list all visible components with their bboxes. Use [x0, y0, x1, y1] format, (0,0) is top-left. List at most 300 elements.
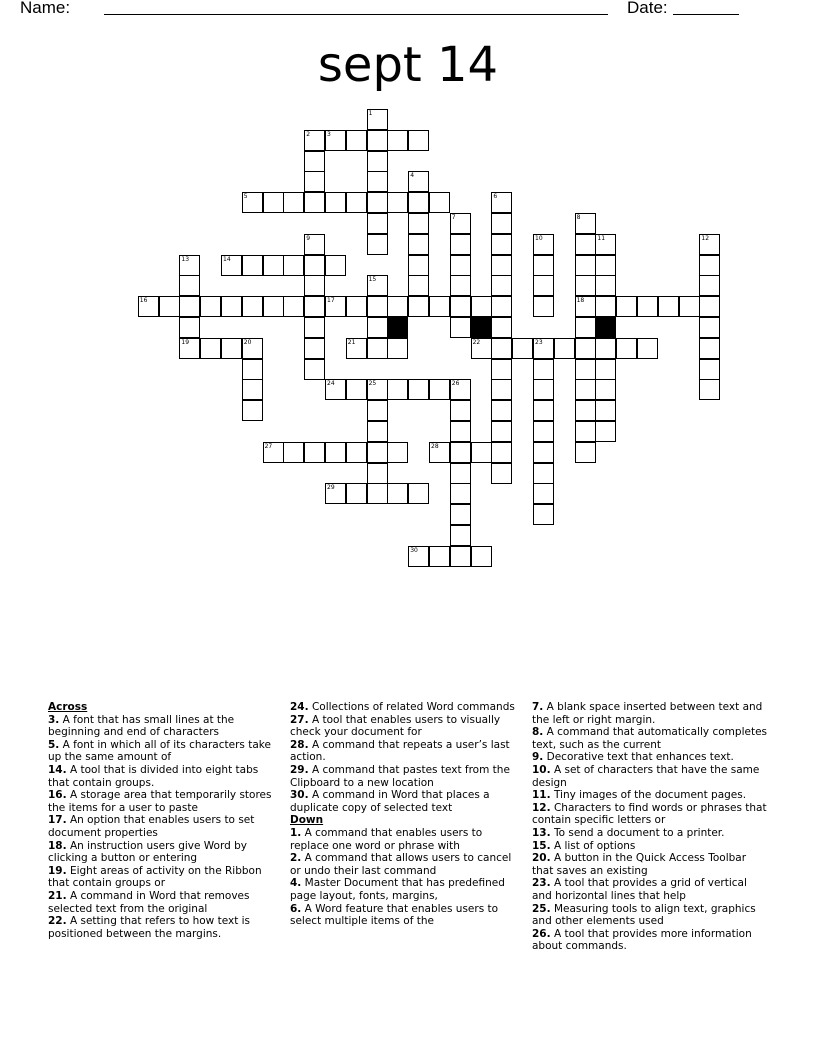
clue-item	[290, 827, 522, 852]
grid-cell[interactable]	[491, 338, 512, 359]
grid-cell[interactable]	[450, 213, 471, 234]
grid-cell[interactable]	[658, 296, 679, 317]
grid-cell[interactable]	[533, 442, 554, 463]
grid-cell[interactable]	[533, 296, 554, 317]
grid-cell[interactable]	[512, 338, 533, 359]
grid-cell[interactable]	[408, 234, 429, 255]
grid-cell[interactable]	[471, 338, 492, 359]
grid-cell[interactable]	[325, 379, 346, 400]
grid-cell[interactable]	[367, 151, 388, 172]
grid-cell[interactable]	[491, 359, 512, 380]
grid-cell[interactable]	[450, 296, 471, 317]
grid-cell[interactable]	[491, 296, 512, 317]
grid-cell[interactable]	[346, 442, 367, 463]
grid-cell[interactable]	[346, 296, 367, 317]
grid-cell[interactable]	[283, 296, 304, 317]
grid-cell[interactable]	[304, 234, 325, 255]
clue-item	[290, 764, 522, 789]
clue-text: A command that repeats a user’s last action.	[290, 738, 510, 764]
clue-number: 1	[368, 110, 373, 117]
grid-cell[interactable]	[242, 296, 263, 317]
grid-cell[interactable]	[242, 255, 263, 276]
grid-cell[interactable]	[283, 442, 304, 463]
grid-cell[interactable]	[575, 234, 596, 255]
grid-cell[interactable]	[179, 317, 200, 338]
grid-cell[interactable]	[408, 275, 429, 296]
clue-number: 8	[576, 214, 581, 221]
clue-text: A font in which all of its characters take up the same amount of	[48, 738, 271, 764]
grid-cell[interactable]	[491, 379, 512, 400]
grid-cell[interactable]	[491, 213, 512, 234]
grid-cell[interactable]	[595, 255, 616, 276]
grid-cell[interactable]	[242, 400, 263, 421]
grid-cell[interactable]	[533, 359, 554, 380]
grid-cell[interactable]	[491, 317, 512, 338]
grid-cell[interactable]	[450, 504, 471, 525]
clue-text: A blank space inserted between text and the left or right margin.	[532, 701, 763, 726]
clue-item	[532, 928, 768, 953]
clue-item	[532, 840, 768, 853]
grid-cell[interactable]	[408, 296, 429, 317]
clue-num: 4.	[290, 877, 302, 890]
clue-item	[48, 915, 280, 940]
grid-cell[interactable]	[367, 109, 388, 130]
clue-num: 24.	[290, 701, 309, 713]
grid-cell[interactable]	[575, 296, 596, 317]
grid-cell[interactable]	[263, 192, 284, 213]
clue-text: An option that enables users to set document properties	[48, 814, 255, 839]
grid-cell[interactable]	[346, 483, 367, 504]
grid-cell[interactable]	[179, 338, 200, 359]
grid-cell[interactable]	[450, 525, 471, 546]
clue-item	[290, 739, 522, 764]
clue-item	[532, 852, 768, 877]
grid-cell[interactable]	[367, 213, 388, 234]
grid-cell[interactable]	[304, 317, 325, 338]
clue-num: 13.	[532, 826, 551, 839]
clue-number: 23	[535, 338, 543, 346]
grid-cell[interactable]	[450, 379, 471, 400]
name-label: Name:	[20, 0, 71, 17]
clue-item	[532, 903, 768, 928]
clue-number: 30	[410, 546, 418, 554]
grid-cell[interactable]	[533, 338, 554, 359]
grid-cell[interactable]	[242, 359, 263, 380]
grid-cell[interactable]	[304, 171, 325, 192]
clue-text: Decorative text that enhances text.	[546, 751, 734, 764]
clue-num: 11.	[532, 789, 551, 802]
grid-cell[interactable]	[533, 463, 554, 484]
clue-text: A tool that enables users to visually check your document for	[290, 713, 501, 739]
grid-cell[interactable]	[346, 192, 367, 213]
clue-number: 24	[327, 380, 335, 388]
grid-cell[interactable]	[387, 192, 408, 213]
grid-cell[interactable]	[200, 296, 221, 317]
clue-num: 28.	[290, 738, 309, 751]
clue-text: A font that has small lines at the beginning and end of characters	[48, 713, 235, 739]
grid-cell[interactable]	[699, 338, 720, 359]
grid-cell[interactable]	[450, 421, 471, 442]
grid-cell[interactable]	[242, 192, 263, 213]
clue-item	[532, 701, 768, 726]
clue-number: 10	[535, 234, 543, 242]
clue-item	[48, 739, 280, 764]
clue-text: An instruction users give Word by clicking a button or entering	[48, 839, 247, 865]
grid-cell[interactable]	[367, 296, 388, 317]
grid-cell[interactable]	[283, 192, 304, 213]
grid-cell[interactable]	[408, 171, 429, 192]
clue-text: Collections of related Word commands	[311, 701, 515, 713]
clue-number: 7	[451, 214, 456, 221]
grid-cell[interactable]	[699, 275, 720, 296]
grid-cell[interactable]	[595, 379, 616, 400]
clue-text: A command that allows users to cancel or undo their last command	[290, 852, 512, 877]
grid-cell[interactable]	[367, 192, 388, 213]
grid-cell[interactable]	[450, 317, 471, 338]
clue-text: Tiny images of the document pages.	[553, 789, 747, 802]
grid-cell[interactable]	[533, 379, 554, 400]
clue-item	[48, 764, 280, 789]
section-heading: Across	[48, 701, 88, 713]
clue-num: 17.	[48, 814, 67, 827]
grid-cell[interactable]	[491, 463, 512, 484]
grid-cell[interactable]	[304, 192, 325, 213]
grid-cell[interactable]	[471, 442, 492, 463]
grid-cell[interactable]	[616, 296, 637, 317]
grid-cell[interactable]	[429, 442, 450, 463]
grid-cell[interactable]	[491, 442, 512, 463]
page-title: sept 14	[317, 37, 499, 93]
grid-cell[interactable]	[450, 275, 471, 296]
grid-cell[interactable]	[242, 338, 263, 359]
clue-text: Characters to find words or phrases that contain specific letters or	[532, 801, 767, 827]
clue-num: 30.	[290, 789, 309, 802]
grid-cell[interactable]	[325, 483, 346, 504]
grid-cell[interactable]	[533, 255, 554, 276]
clue-text: A command that pastes text from the Clipboard to a new location	[290, 763, 510, 789]
clue-item	[532, 726, 768, 751]
clue-item	[532, 789, 768, 802]
grid-cell[interactable]	[699, 317, 720, 338]
grid-cell[interactable]	[367, 275, 388, 296]
clue-number: 2	[306, 130, 311, 138]
grid-cell[interactable]	[179, 255, 200, 276]
grid-cell[interactable]	[699, 379, 720, 400]
grid-cell[interactable]	[575, 400, 596, 421]
clue-number: 25	[368, 380, 377, 388]
clue-number: 27	[264, 442, 273, 450]
clue-number: 14	[223, 255, 231, 263]
grid-cell[interactable]	[387, 442, 408, 463]
grid-cell[interactable]	[491, 255, 512, 276]
grid-cell[interactable]	[429, 192, 450, 213]
clue-item	[48, 890, 280, 915]
clue-column-1	[48, 701, 280, 940]
grid-cell[interactable]	[699, 359, 720, 380]
grid-cell[interactable]	[263, 442, 284, 463]
grid-cell[interactable]	[367, 130, 388, 151]
clue-item	[290, 701, 522, 714]
clue-item	[532, 764, 768, 789]
clue-num: 12.	[532, 801, 551, 814]
clue-number: 17	[327, 297, 335, 305]
grid-cell[interactable]	[575, 359, 596, 380]
clue-text: A command in Word that places a duplicate copy of selected text	[290, 789, 490, 814]
clue-item	[48, 840, 280, 865]
clue-num: 23.	[532, 877, 551, 890]
grid-cell[interactable]	[221, 296, 242, 317]
clue-num: 22.	[48, 915, 67, 928]
grid-cell[interactable]	[575, 421, 596, 442]
clue-text: A command that enables users to replace one word or phrase with	[290, 826, 483, 852]
clue-text: A button in the Quick Access Toolbar that saves an existing	[532, 852, 747, 877]
clue-num: 19.	[48, 864, 67, 877]
clue-item	[290, 714, 522, 739]
grid-cell[interactable]	[242, 379, 263, 400]
clue-number: 5	[243, 193, 248, 201]
grid-cell[interactable]	[491, 400, 512, 421]
grid-cell[interactable]	[304, 359, 325, 380]
grid-cell[interactable]	[595, 400, 616, 421]
clue-text: A list of options	[553, 839, 636, 852]
clue-number: 22	[472, 338, 481, 346]
clue-column-3	[532, 701, 768, 953]
clue-number: 15	[368, 276, 377, 284]
grid-cell[interactable]	[346, 338, 367, 359]
grid-cell[interactable]	[450, 234, 471, 255]
clue-num: 1.	[290, 826, 302, 839]
clue-number: 16	[139, 297, 148, 305]
clue-item	[290, 789, 522, 814]
grid-cell[interactable]	[325, 296, 346, 317]
clue-text: A tool that provides more information about commands.	[532, 927, 752, 953]
clue-number: 3	[327, 130, 331, 138]
clue-num: 14.	[48, 763, 67, 776]
date-label: Date:	[627, 0, 668, 17]
grid-cell[interactable]	[387, 130, 408, 151]
grid-cell[interactable]	[304, 151, 325, 172]
clue-num: 10.	[532, 763, 551, 776]
clue-number: 20	[243, 338, 252, 346]
grid-cell[interactable]	[325, 192, 346, 213]
clue-number: 21	[347, 338, 356, 346]
clue-num: 3.	[48, 713, 60, 726]
clue-text: A command that automatically completes text, such as the current	[532, 726, 768, 751]
grid-cell[interactable]	[263, 296, 284, 317]
clue-text: Eight areas of activity on the Ribbon that contain groups or	[48, 864, 262, 890]
grid-cell[interactable]	[408, 213, 429, 234]
clue-num: 5.	[48, 738, 60, 751]
grid-cell[interactable]	[450, 483, 471, 504]
clue-number: 12	[701, 234, 710, 242]
clue-text: A tool that is divided into eight tabs that contain groups.	[48, 763, 259, 789]
grid-cell[interactable]	[367, 379, 388, 400]
grid-cell[interactable]	[533, 234, 554, 255]
clue-num: 7.	[532, 701, 544, 713]
grid-cell[interactable]	[595, 296, 616, 317]
grid-cell[interactable]	[408, 379, 429, 400]
grid-cell[interactable]	[429, 296, 450, 317]
grid-cell[interactable]	[429, 546, 450, 567]
grid-cell[interactable]	[408, 255, 429, 276]
clue-text: A Word feature that enables users to select multiple items of the	[290, 902, 499, 928]
clue-num: 8.	[532, 726, 544, 739]
clue-num: 27.	[290, 713, 309, 726]
grid-cell[interactable]	[699, 296, 720, 317]
grid-cell[interactable]	[575, 213, 596, 234]
grid-cell[interactable]	[304, 296, 325, 317]
clue-number: 29	[327, 484, 335, 492]
grid-cell[interactable]	[595, 338, 616, 359]
grid-cell[interactable]	[699, 255, 720, 276]
clue-item	[532, 877, 768, 902]
grid-cell[interactable]	[450, 400, 471, 421]
grid-cell[interactable]	[304, 338, 325, 359]
grid-cell[interactable]	[450, 255, 471, 276]
grid-cell[interactable]	[533, 275, 554, 296]
clue-num: 21.	[48, 889, 67, 902]
black-cell	[595, 317, 616, 338]
grid-cell[interactable]	[491, 192, 512, 213]
grid-cell[interactable]	[138, 296, 159, 317]
grid-cell[interactable]	[471, 296, 492, 317]
grid-cell[interactable]	[367, 442, 388, 463]
clue-number: 9	[306, 234, 311, 242]
grid-cell[interactable]	[575, 442, 596, 463]
grid-cell[interactable]	[491, 275, 512, 296]
grid-cell[interactable]	[367, 463, 388, 484]
grid-cell[interactable]	[575, 275, 596, 296]
black-cell	[471, 317, 492, 338]
grid-cell[interactable]	[283, 255, 304, 276]
grid-cell[interactable]	[637, 296, 658, 317]
grid-cell[interactable]	[387, 296, 408, 317]
grid-cell[interactable]	[575, 255, 596, 276]
grid-cell[interactable]	[367, 317, 388, 338]
grid-cell[interactable]	[637, 338, 658, 359]
clue-item	[532, 751, 768, 764]
grid-cell[interactable]	[408, 483, 429, 504]
clue-num: 15.	[532, 839, 551, 852]
grid-cell[interactable]	[575, 317, 596, 338]
clue-number: 4	[410, 172, 415, 180]
grid-cell[interactable]	[367, 400, 388, 421]
grid-cell[interactable]	[179, 296, 200, 317]
grid-cell[interactable]	[408, 192, 429, 213]
clue-item	[532, 802, 768, 827]
clue-num: 20.	[532, 852, 551, 865]
grid-cell[interactable]	[595, 359, 616, 380]
grid-cell[interactable]	[304, 130, 325, 151]
grid-cell[interactable]	[367, 421, 388, 442]
grid-cell[interactable]	[200, 338, 221, 359]
grid-cell[interactable]	[491, 421, 512, 442]
clue-num: 2.	[290, 852, 302, 865]
grid-cell[interactable]	[346, 379, 367, 400]
clue-num: 29.	[290, 763, 309, 776]
grid-cell[interactable]	[450, 442, 471, 463]
grid-cell[interactable]	[387, 379, 408, 400]
grid-cell[interactable]	[159, 296, 180, 317]
grid-cell[interactable]	[325, 442, 346, 463]
grid-cell[interactable]	[533, 400, 554, 421]
clue-number: 18	[576, 297, 585, 305]
grid-cell[interactable]	[595, 275, 616, 296]
grid-cell[interactable]	[699, 234, 720, 255]
grid-cell[interactable]	[367, 483, 388, 504]
grid-cell[interactable]	[533, 483, 554, 504]
grid-cell[interactable]	[325, 130, 346, 151]
clue-text: A setting that refers to how text is positioned between the margins.	[48, 915, 251, 940]
clue-item	[290, 877, 522, 902]
grid-cell[interactable]	[325, 255, 346, 276]
grid-cell[interactable]	[408, 130, 429, 151]
clue-num: 16.	[48, 789, 67, 802]
clue-text: A set of characters that have the same design	[532, 763, 760, 789]
grid-cell[interactable]	[679, 296, 700, 317]
grid-cell[interactable]	[221, 338, 242, 359]
grid-cell[interactable]	[367, 338, 388, 359]
grid-cell[interactable]	[304, 255, 325, 276]
grid-cell[interactable]	[575, 379, 596, 400]
grid-cell[interactable]	[595, 421, 616, 442]
grid-cell[interactable]	[367, 171, 388, 192]
clue-num: 26.	[532, 927, 551, 940]
grid-cell[interactable]	[450, 463, 471, 484]
grid-cell[interactable]	[304, 442, 325, 463]
grid-cell[interactable]	[429, 379, 450, 400]
black-cell	[387, 317, 408, 338]
grid-cell[interactable]	[595, 234, 616, 255]
clue-column-2	[290, 701, 522, 928]
clue-text: A storage area that temporarily stores the items for a user to paste	[48, 789, 272, 814]
grid-cell[interactable]	[533, 421, 554, 442]
grid-cell[interactable]	[554, 338, 575, 359]
grid-cell[interactable]	[387, 483, 408, 504]
clue-item	[48, 789, 280, 814]
grid-cell[interactable]	[450, 546, 471, 567]
grid-cell[interactable]	[533, 504, 554, 525]
clue-item	[290, 852, 522, 877]
clue-item	[48, 865, 280, 890]
grid-cell[interactable]	[471, 546, 492, 567]
clue-num: 25.	[532, 902, 551, 915]
section-heading: Down	[290, 814, 324, 827]
clue-number: 13	[181, 255, 190, 263]
grid-cell[interactable]	[304, 275, 325, 296]
grid-cell[interactable]	[616, 338, 637, 359]
grid-cell[interactable]	[387, 338, 408, 359]
grid-cell[interactable]	[491, 234, 512, 255]
grid-cell[interactable]	[263, 255, 284, 276]
grid-cell[interactable]	[346, 130, 367, 151]
clue-text: Master Document that has predefined page layout, fonts, margins,	[290, 877, 505, 902]
grid-cell[interactable]	[575, 338, 596, 359]
clue-text: A tool that provides a grid of vertical and horizontal lines that help	[532, 877, 747, 902]
clue-text: A command in Word that removes selected text from the original	[48, 889, 250, 915]
clue-item	[532, 827, 768, 840]
clue-number: 28	[431, 442, 439, 450]
grid-cell[interactable]	[408, 546, 429, 567]
clue-item	[48, 814, 280, 839]
clue-num: 6.	[290, 902, 302, 915]
clue-item	[48, 714, 280, 739]
grid-cell[interactable]	[367, 234, 388, 255]
clue-text: Measuring tools to align text, graphics and other elements used	[532, 902, 756, 928]
grid-cell[interactable]	[221, 255, 242, 276]
clue-num: 18.	[48, 839, 67, 852]
grid-cell[interactable]	[179, 275, 200, 296]
